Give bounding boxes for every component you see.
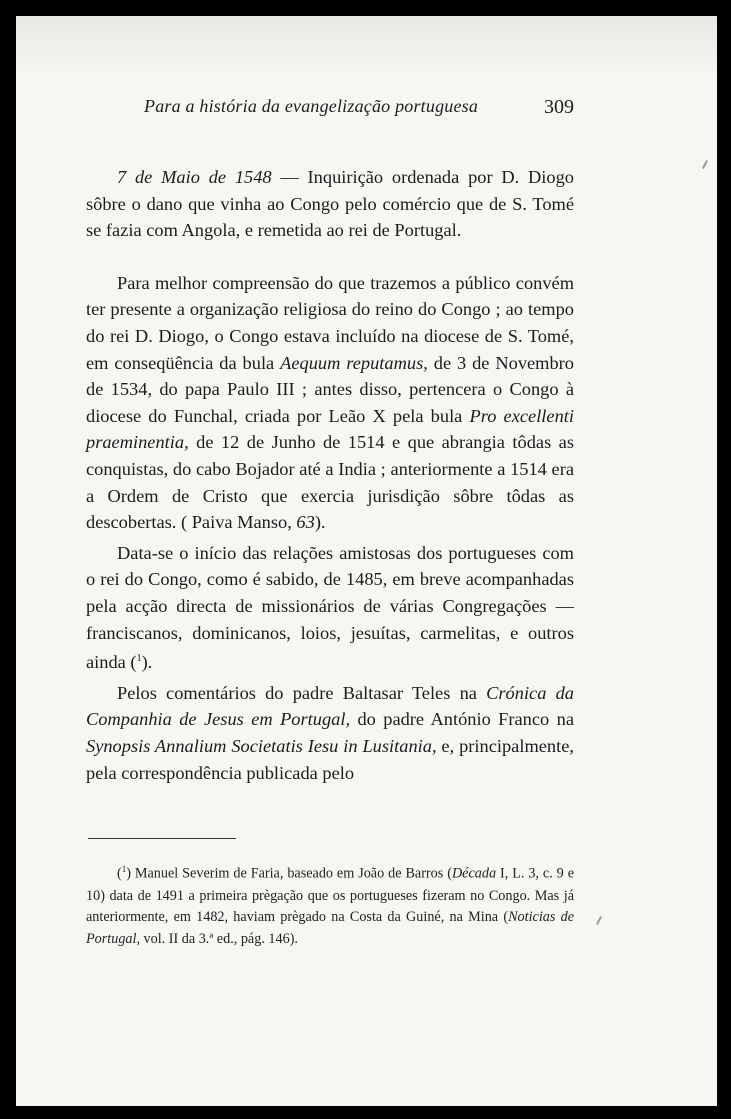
- paragraph-4-part-b: do padre António Franco na: [350, 709, 574, 730]
- paper-speck: [702, 160, 708, 169]
- running-header: [144, 88, 574, 118]
- paragraph-2-part-c: de 12 de Junho de 1514 e que abrangia tôdas as conquistas, do cabo Bojador até a India ; anteriormente a 1514 era a Ordem de Cristo que exercia jurisdição sôbre tôdas as descobertas. ( Paiva Manso,: [86, 432, 574, 533]
- footnote-work-1: Década: [451, 865, 497, 882]
- paragraph-1: [86, 164, 574, 244]
- bull-title-2: Pro excellenti praeminentia,: [86, 405, 574, 453]
- reference-number: 63: [296, 512, 315, 533]
- footnote: [86, 859, 574, 951]
- footnote-part-b: I, L. 3, c. 9 e 10) data de 1491 a primeira prègação que os portugueses fizeram no Congo. Mas já anteriormente, em 1482, haviam prègado na Costa da Guiné, na Mina (: [86, 865, 574, 926]
- paragraph-4: [86, 680, 574, 786]
- footnote-part-c: vol. II da 3.ª ed., pág. 146).: [140, 931, 298, 948]
- footnote-part-a: Manuel Severim de Faria, baseado em João de Barros (: [130, 865, 452, 882]
- footnote-marker: 1: [121, 864, 127, 874]
- paragraph-2-part-a: Para melhor compreensão do que trazemos a público convém ter presente a organização religiosa do reino do Congo ; ao tempo do rei D. Diogo, o Congo estava incluído na diocese de S. Tomé, em conseqüência da bula: [86, 272, 574, 373]
- paragraph-3-end: ).: [141, 652, 153, 673]
- entry-date: 7 de Maio de 1548: [117, 167, 272, 187]
- paragraph-4-part-a: Pelos comentários do padre Baltasar Teles na: [117, 682, 487, 703]
- paragraph-2-part-b: de 3 de Novembro de 1534, do papa Paulo III ; antes disso, pertencera o Congo à diocese do Funchal, criada por Leão X pela bula: [86, 352, 574, 426]
- paragraph-2: [86, 270, 574, 536]
- body-text: [86, 164, 574, 786]
- paragraph-3: [86, 540, 574, 676]
- bull-title-1: Aequum reputamus,: [280, 352, 428, 373]
- footnote-ref: 1: [136, 653, 142, 665]
- paragraph-2-part-d: ).: [314, 512, 326, 533]
- paragraph-1-text: — Inquirição ordenada por D. Diogo sôbre o dano que vinha ao Congo pelo comércio que de S. Tomé se fazia com Angola, e remetida ao rei de Portugal.: [86, 167, 574, 241]
- running-title: Para a história da evangelização portuguesa: [144, 96, 479, 116]
- paragraph-4-part-c: e, principalmente, pela correspondência publicada pelo: [86, 736, 574, 783]
- footnote-paragraph: ($^1$) Manuel Severim de Faria, baseado em João de Barros (Década I, L. 3, c. 9 e 10) data de 1491 a primeira prègação que os portugueses fizeram no Congo. Mas já anteriormente, em 1482, haviam prègado na Costa da Guiné, na Mina (Noticias de Portugal, vol. II da 3.ª ed., pág. 146).: [86, 864, 575, 948]
- work-title-2: Synopsis Annalium Societatis Iesu in Lusitania,: [86, 736, 437, 756]
- work-title-1: Crónica da Companhia de Jesus em Portugal,: [86, 682, 574, 730]
- book-page: [16, 16, 717, 1106]
- paper-speck: [596, 916, 602, 925]
- footnote-divider: [88, 838, 236, 839]
- paragraph-3-text: Data-se o início das relações amistosas dos portugueses com o rei do Congo, como é sabido, de 1485, em breve acompanhadas pela acção directa de missionários de várias Congregações — franciscanos, dominicanos, loios, jesuítas, carmelitas, e outros ainda (: [86, 542, 574, 673]
- page-number: 309: [544, 96, 574, 118]
- footnote-work-2: Noticias de Portugal,: [86, 909, 575, 948]
